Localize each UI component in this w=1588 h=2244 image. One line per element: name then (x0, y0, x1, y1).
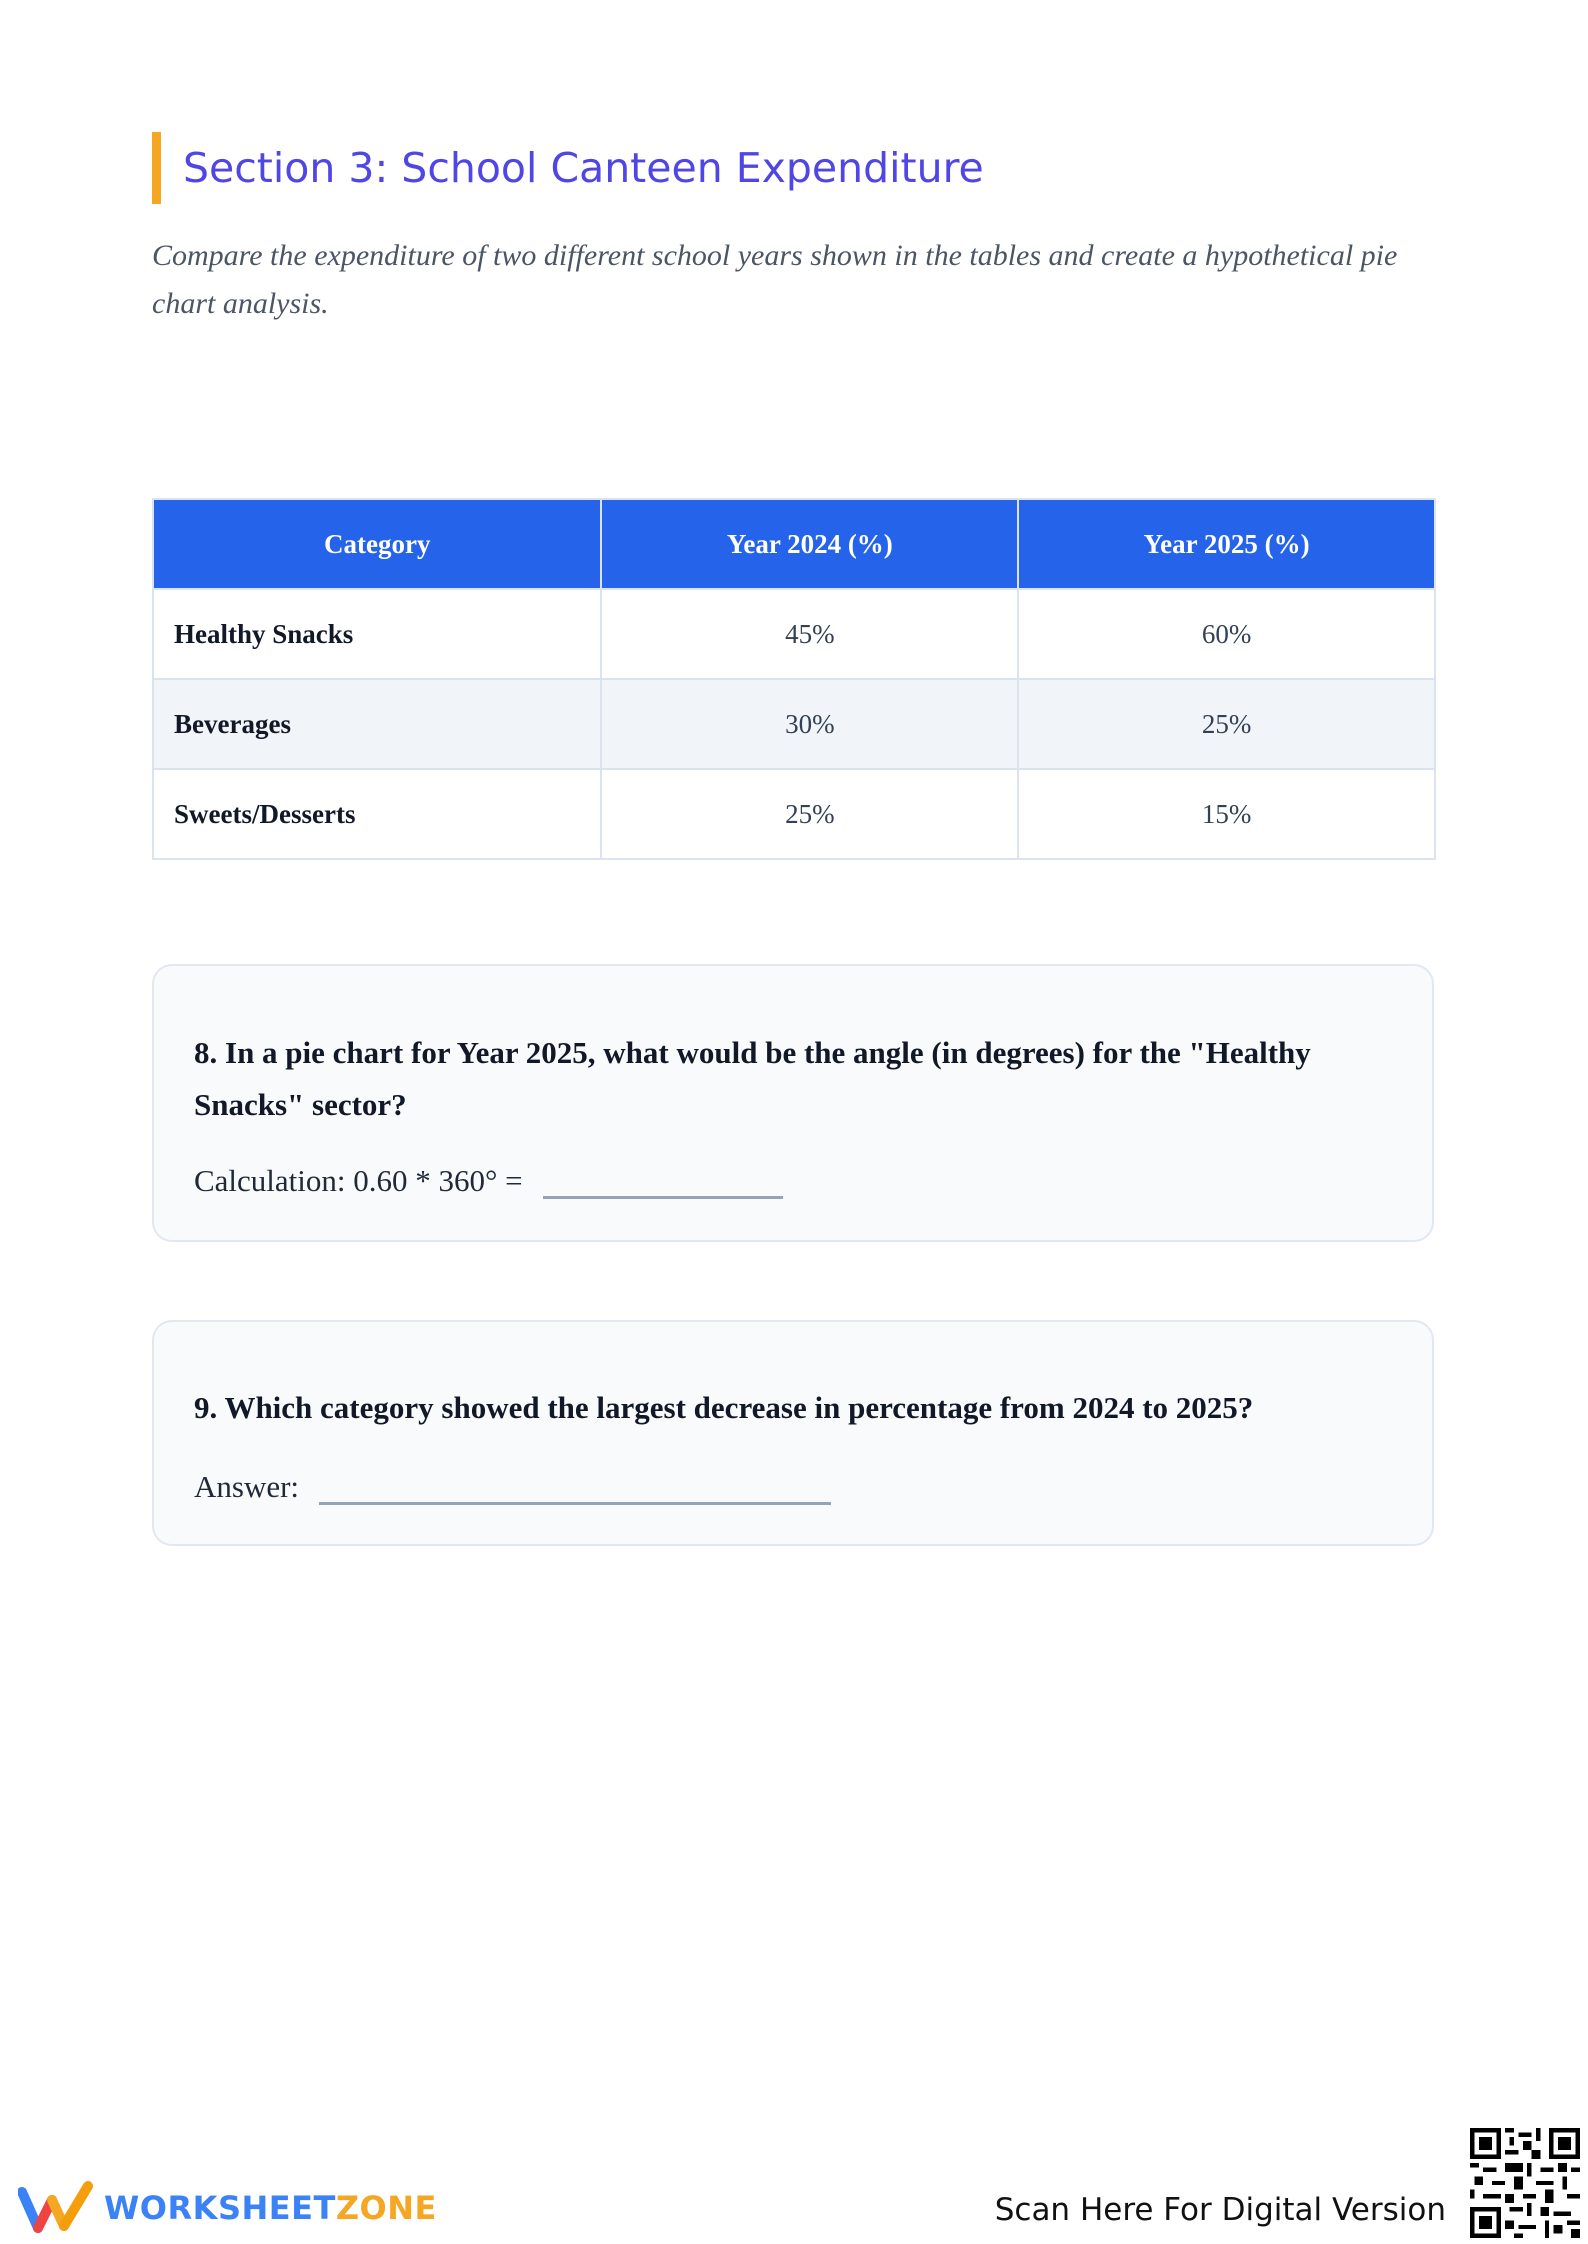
section-intro: Compare the expenditure of two different school years shown in the tables and create a hypothetical pie chart analysis. (152, 239, 1398, 320)
brand-logo (18, 2180, 437, 2236)
brand-name: WORKSHEETZONE (104, 2189, 437, 2227)
question-text: 8. In a pie chart for Year 2025, what would be the angle (in degrees) for the "Healthy Snacks" sector? (194, 1035, 1311, 1122)
section-header (152, 132, 984, 204)
table-row (153, 679, 1435, 769)
answer-prompt: Calculation: 0.60 * 360° = (194, 1163, 523, 1198)
question-text: 9. Which category showed the largest decrease in percentage from 2024 to 2025? (194, 1390, 1254, 1425)
header-year-2025: Year 2025 (%) (1018, 499, 1435, 589)
section-title: Section 3: School Canteen Expenditure (183, 143, 984, 192)
table-header-row (153, 499, 1435, 589)
question-card-8 (152, 964, 1434, 1242)
answer-blank[interactable] (319, 1468, 831, 1505)
qr-code-icon[interactable] (1470, 2128, 1580, 2238)
cell-category: Sweets/Desserts (153, 769, 601, 859)
scan-caption: Scan Here For Digital Version (994, 2192, 1446, 2228)
question-answer-line (194, 1468, 831, 1505)
header-year-2024: Year 2024 (%) (601, 499, 1018, 589)
expenditure-table (152, 498, 1436, 860)
cell-category: Beverages (153, 679, 601, 769)
table-row (153, 589, 1435, 679)
question-card-9 (152, 1320, 1434, 1546)
header-category: Category (153, 499, 601, 589)
answer-blank[interactable] (543, 1162, 783, 1199)
cell-year-2024: 30% (601, 679, 1018, 769)
cell-year-2025: 15% (1018, 769, 1435, 859)
worksheetzone-logo-icon (18, 2180, 94, 2236)
cell-category: Healthy Snacks (153, 589, 601, 679)
cell-year-2025: 25% (1018, 679, 1435, 769)
cell-year-2024: 25% (601, 769, 1018, 859)
table-row (153, 769, 1435, 859)
cell-year-2024: 45% (601, 589, 1018, 679)
cell-year-2025: 60% (1018, 589, 1435, 679)
question-answer-line (194, 1162, 783, 1199)
answer-prompt: Answer: (194, 1469, 300, 1504)
